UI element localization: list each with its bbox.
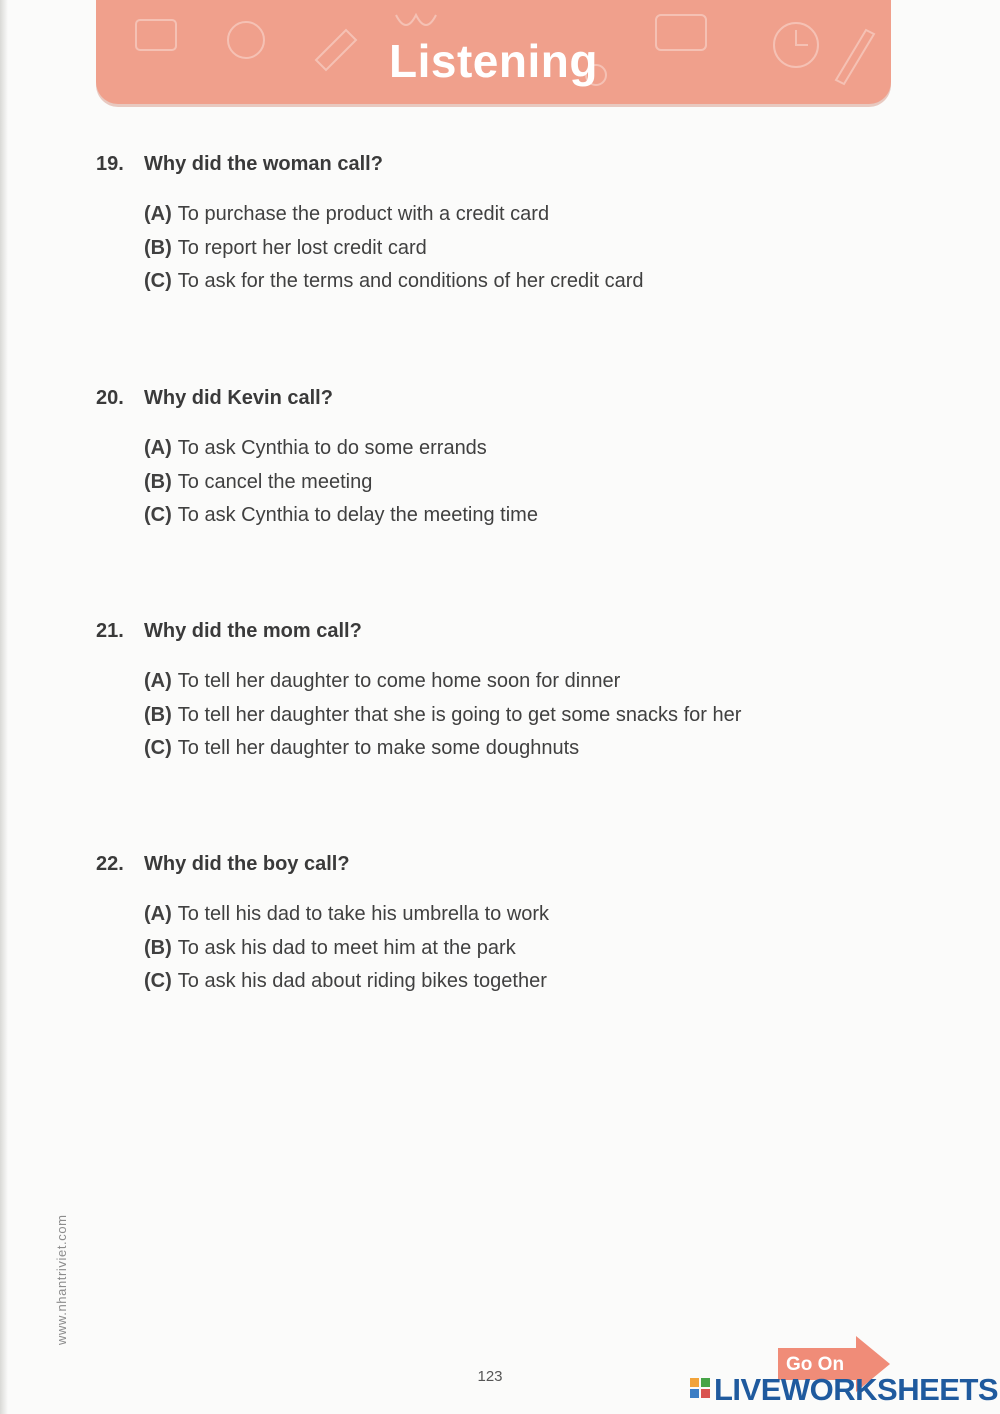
options-list [144,435,876,536]
option-letter: (B) [144,703,172,726]
page-number: 123 [477,1368,503,1385]
option-letter: (C) [144,737,172,760]
option-a[interactable] [144,435,876,469]
option-text: To purchase the product with a credit card [177,203,550,225]
option-b[interactable] [144,469,876,503]
option-text: To ask his dad about riding bikes together [177,970,547,993]
option-text: To ask his dad to meet him at the park [177,936,516,959]
question-number: 22. [96,853,124,875]
option-a[interactable] [144,668,876,702]
option-text: To ask Cynthia to do some errands [177,437,487,459]
question-number: 20. [96,387,124,409]
go-on-label: Go On [786,1354,845,1375]
option-letter: (A) [144,437,172,459]
option-letter: (A) [144,670,172,692]
option-text: To report her lost credit card [177,236,427,259]
question-22 [96,853,876,1002]
options-list [144,901,876,1002]
option-letter: (A) [144,903,172,925]
option-text: To tell her daughter that she is going to get some snacks for her [177,703,742,726]
options-list [144,201,876,302]
option-c[interactable] [144,735,876,769]
question-text: Why did the boy call? [144,853,350,875]
option-b[interactable] [144,935,876,969]
question-text: Why did the woman call? [144,153,383,175]
option-letter: (C) [144,270,172,293]
question-20 [96,387,876,536]
option-letter: (A) [144,203,172,225]
header-banner [96,0,891,104]
logo-grid-icon [690,1378,710,1398]
options-list [144,668,876,769]
question-text: Why did the mom call? [144,620,362,642]
question-number: 21. [96,620,124,642]
question-number: 19. [96,153,124,175]
option-letter: (B) [144,936,172,959]
option-letter: (B) [144,470,172,493]
option-letter: (C) [144,504,172,527]
option-letter: (C) [144,970,172,993]
option-a[interactable] [144,901,876,935]
option-a[interactable] [144,201,876,235]
option-b[interactable] [144,235,876,269]
page-edge-shadow [0,0,8,1414]
question-21 [96,620,876,769]
page-title: Listening [389,35,598,87]
question-text: Why did Kevin call? [144,387,333,409]
option-text: To ask Cynthia to delay the meeting time [177,504,538,527]
option-c[interactable] [144,268,876,302]
option-c[interactable] [144,502,876,536]
watermark-text: LIVEWORKSHEETS [714,1372,999,1407]
watermark-logo [690,1372,999,1408]
option-letter: (B) [144,236,172,259]
question-19 [96,153,876,302]
option-text: To cancel the meeting [177,470,373,493]
option-text: To tell her daughter to come home soon for dinner [177,670,621,692]
option-b[interactable] [144,702,876,736]
option-text: To ask for the terms and conditions of her credit card [177,270,644,293]
option-c[interactable] [144,968,876,1002]
option-text: To tell his dad to take his umbrella to work [177,903,550,925]
publisher-url: www.nhantriviet.com [54,1214,69,1345]
option-text: To tell her daughter to make some doughnuts [177,737,580,760]
